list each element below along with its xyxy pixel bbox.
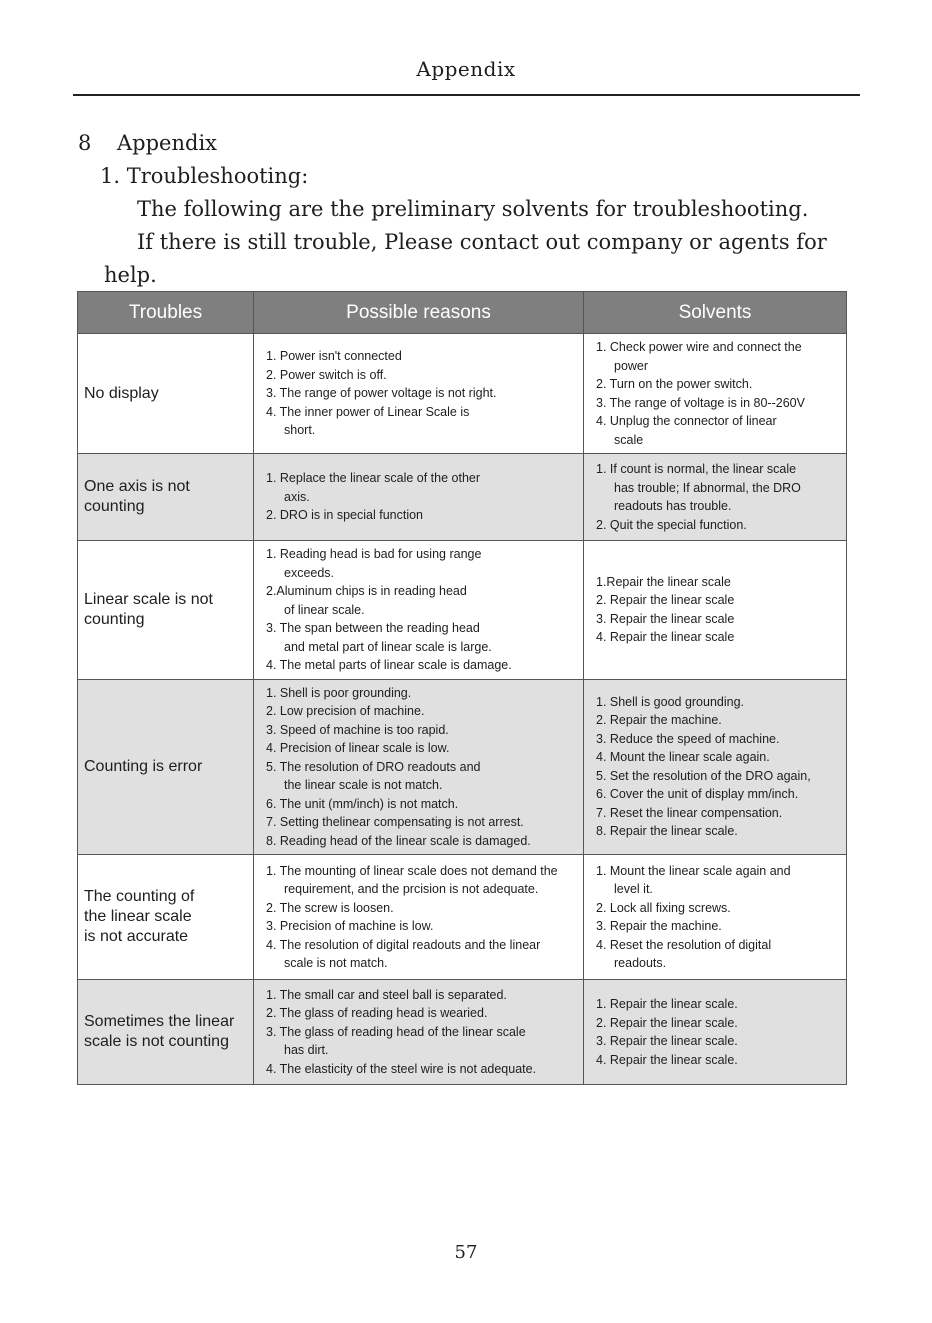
solvents-list	[596, 338, 838, 449]
reason-item: 4. The resolution of digital readouts and the linear scale is not match.	[266, 937, 541, 970]
solvent-item: 1. If count is normal, the linear scale has trouble; If abnormal, the DRO readouts has trouble.	[596, 462, 801, 513]
section-title: Appendix	[117, 131, 218, 155]
solvent-item: 3. Repair the machine.	[596, 919, 722, 933]
header-troubles: Troubles	[78, 292, 254, 334]
reason-item: 4. The inner power of Linear Scale is short.	[266, 404, 470, 438]
solvents-cell	[584, 980, 847, 1085]
solvent-item: 8. Repair the linear scale.	[596, 824, 738, 839]
solvent-item: 4. Mount the linear scale again.	[596, 750, 770, 765]
reasons-cell	[254, 334, 584, 454]
trouble-cell: Sometimes the linear scale is not counting	[78, 980, 254, 1085]
solvent-item: 6. Cover the unit of display mm/inch.	[596, 787, 799, 802]
header-possible-reasons: Possible reasons	[254, 292, 584, 334]
solvent-item: 3. The range of voltage is in 80--260V	[596, 395, 805, 410]
reason-item: 1. Power isn't connected	[266, 349, 402, 364]
header-divider	[73, 94, 860, 96]
table-row	[78, 541, 847, 680]
reasons-list	[266, 347, 575, 440]
reason-item: 2. DRO is in special function	[266, 508, 424, 523]
reason-item: 2. The glass of reading head is wearied.	[266, 1006, 488, 1021]
table-row	[78, 334, 847, 454]
reason-item: 7. Setting thelinear compensating is not arrest.	[266, 815, 524, 829]
solvent-item: 2. Repair the linear scale.	[596, 1015, 738, 1030]
subsection-title: 1. Troubleshooting:	[100, 164, 309, 188]
running-header-title: Appendix	[416, 57, 516, 81]
solvent-item: 4. Reset the resolution of digital readouts.	[596, 937, 772, 970]
reasons-list	[266, 684, 575, 851]
trouble-cell: Counting is error	[78, 679, 254, 855]
page-number: 57	[454, 1242, 478, 1263]
reason-item: 3. The range of power voltage is not right.	[266, 386, 497, 401]
reason-item: 1. The small car and steel ball is separated.	[266, 987, 507, 1002]
solvent-item: 4. Repair the linear scale	[596, 630, 735, 645]
reason-item: 2.Aluminum chips is in reading head of linear scale.	[266, 584, 467, 617]
reason-item: 3. The glass of reading head of the linear scale has dirt.	[266, 1024, 526, 1058]
trouble-cell: The counting of the linear scale is not accurate	[78, 855, 254, 980]
reasons-list	[266, 469, 575, 525]
reason-item: 3. Speed of machine is too rapid.	[266, 722, 449, 737]
reason-item: 1. Shell is poor grounding.	[266, 685, 412, 700]
solvent-item: 2. Lock all fixing screws.	[596, 900, 731, 915]
reason-item: 4. Precision of linear scale is low.	[266, 741, 450, 755]
reasons-list	[266, 862, 575, 973]
solvent-item: 2. Repair the linear scale	[596, 593, 735, 608]
solvent-item: 3. Repair the linear scale	[596, 611, 735, 626]
intro-line-3: help.	[104, 263, 157, 287]
reason-item: 6. The unit (mm/inch) is not match.	[266, 796, 459, 811]
solvent-item: 3. Reduce the speed of machine.	[596, 731, 780, 746]
solvent-item: 2. Quit the special function.	[596, 517, 747, 532]
intro-line-2: If there is still trouble, Please contact out company or agents for	[137, 230, 827, 254]
reason-item: 2. Low precision of machine.	[266, 704, 425, 718]
reasons-list	[266, 986, 575, 1079]
solvent-item: 7. Reset the linear compensation.	[596, 805, 783, 820]
trouble-cell: One axis is not counting	[78, 454, 254, 541]
trouble-cell: No display	[78, 334, 254, 454]
header-solvents: Solvents	[584, 292, 847, 334]
reasons-cell	[254, 679, 584, 855]
reason-item: 5. The resolution of DRO readouts and the linear scale is not match.	[266, 759, 481, 792]
solvent-item: 5. Set the resolution of the DRO again,	[596, 768, 811, 783]
solvents-list	[596, 460, 838, 534]
solvents-cell	[584, 541, 847, 680]
table-row	[78, 855, 847, 980]
solvent-item: 1. Mount the linear scale again and level it.	[596, 863, 791, 896]
reasons-cell	[254, 855, 584, 980]
reason-item: 2. Power switch is off.	[266, 367, 387, 382]
table-row	[78, 454, 847, 541]
trouble-cell: Linear scale is not counting	[78, 541, 254, 680]
solvents-list	[596, 693, 838, 841]
solvents-list	[596, 573, 838, 647]
solvents-list	[596, 995, 838, 1069]
solvents-cell	[584, 855, 847, 980]
solvents-cell	[584, 454, 847, 541]
solvent-item: 1. Shell is good grounding.	[596, 694, 745, 709]
reason-item: 3. The span between the reading head and metal part of linear scale is large.	[266, 621, 492, 654]
solvent-item: 4. Repair the linear scale.	[596, 1052, 738, 1067]
solvent-item: 1.Repair the linear scale	[596, 574, 731, 589]
solvents-cell	[584, 334, 847, 454]
reasons-list	[266, 545, 575, 675]
reason-item: 1. Replace the linear scale of the other axis.	[266, 471, 481, 504]
reason-item: 1. The mounting of linear scale does not demand the requirement, and the prcision is not adequate.	[266, 863, 558, 896]
reason-item: 4. The elasticity of the steel wire is not adequate.	[266, 1061, 537, 1076]
reasons-cell	[254, 980, 584, 1085]
solvents-cell	[584, 679, 847, 855]
table-header-row	[78, 292, 847, 334]
solvent-item: 2. Repair the machine.	[596, 713, 722, 728]
solvents-list	[596, 862, 838, 973]
solvent-item: 2. Turn on the power switch.	[596, 377, 753, 391]
reason-item: 1. Reading head is bad for using range exceeds.	[266, 547, 482, 580]
reasons-cell	[254, 454, 584, 541]
table-row	[78, 980, 847, 1085]
reason-item: 4. The metal parts of linear scale is damage.	[266, 658, 512, 672]
troubleshooting-table	[77, 291, 847, 1085]
solvent-item: 1. Repair the linear scale.	[596, 997, 738, 1011]
reason-item: 8. Reading head of the linear scale is damaged.	[266, 833, 531, 848]
intro-line-1: The following are the preliminary solvents for troubleshooting.	[137, 197, 809, 221]
solvent-item: 4. Unplug the connector of linear scale	[596, 414, 777, 447]
solvent-item: 1. Check power wire and connect the power	[596, 340, 802, 373]
reason-item: 2. The screw is loosen.	[266, 900, 394, 915]
reasons-cell	[254, 541, 584, 680]
reason-item: 3. Precision of machine is low.	[266, 919, 434, 933]
solvent-item: 3. Repair the linear scale.	[596, 1034, 738, 1048]
section-number: 8	[78, 131, 92, 155]
table-row	[78, 679, 847, 855]
